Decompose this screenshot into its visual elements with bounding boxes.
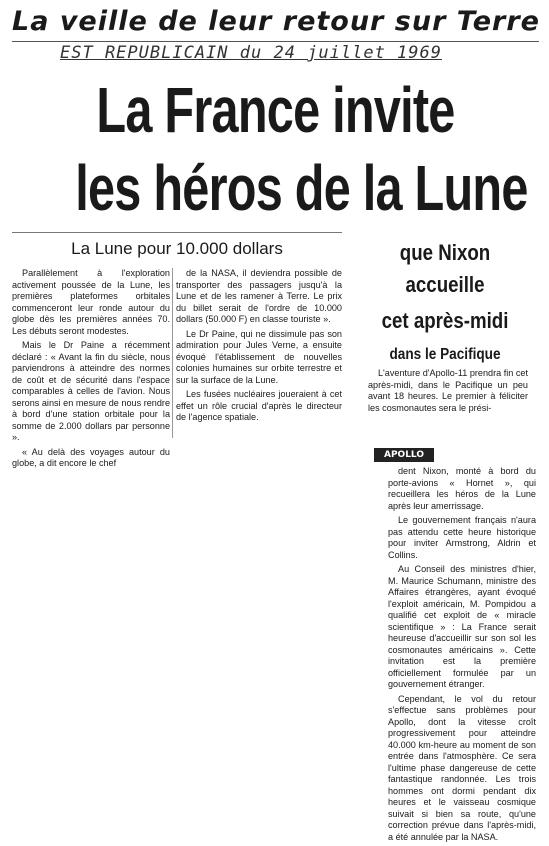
- deck-line-4: dans le Pacifique: [389, 346, 501, 363]
- main-headline-line-2: les héros de la Lune: [75, 152, 528, 224]
- apollo-tag: APOLLO: [374, 448, 434, 462]
- paragraph: Les fusées nucléaires joueraient à cet effet un rôle crucial d'après le directeur de l'agence spatiale.: [176, 389, 342, 422]
- paragraph: de la NASA, il deviendra possible de transporter des passagers jusqu'à la Lune et de les ramener à Terre. Le prix du billet serait de l'ordre de 10.000 dollars (50.000 F) en classe touriste ».: [176, 268, 342, 324]
- deck-line-2: accueille: [405, 272, 485, 297]
- sidebar-header: [12, 232, 342, 262]
- paragraph: Le gouvernement français n'aura pas attendu cette heure historique pour inviter Armstrong, Aldrin et Collins.: [388, 515, 536, 560]
- paragraph: Le Dr Paine, qui ne dissimule pas son admiration pour Jules Verne, a ensuite évoqué l'établissement de nouvelles colonies humaines sur orbite terrestre et sur la surface de la Lune.: [176, 328, 342, 385]
- deck-line-1: que Nixon: [399, 240, 491, 265]
- paragraph: « Au delà des voyages autour du globe, a dit encore le chef: [12, 446, 170, 468]
- main-headline-line-1: La France invite: [96, 74, 455, 146]
- deck-line-3: cet après-midi: [381, 308, 509, 333]
- paragraph: Mais le Dr Paine a récemment déclaré : « Avant la fin du siècle, nous parviendrons à atteindre des normes de coût et de sécurité dans l'espace comparables à celles de l'avion. Nous serons ainsi en mesure de nous rendre à bord d'une station orbitale pour la somme de 2.000 dollars par personne ».: [12, 340, 170, 442]
- handwritten-note-text: EST REPUBLICAIN du 24 juillet 1969: [60, 43, 442, 63]
- kicker-headline: La veille de leur retour sur Terre: [12, 2, 539, 42]
- sidebar-title: La Lune pour 10.000 dollars: [71, 239, 283, 258]
- column-divider: [172, 268, 173, 438]
- handwritten-source-note: [60, 40, 442, 66]
- paragraph: Cependant, le vol du retour s'effectue sans problèmes pour Apollo, dont la vitesse croît progressivement pour atteindre 40.000 km-heure au moment de son entrée dans l'atmosphère. Ce sera l'ultime phase dangereuse de cette fantastique randonnée. Les trois hommes ont dormi pendant dix heures et le vaisseau cosmique suivait si bien sa route, qu'une correction prévue dans l'après-midi, a été annulée par la NASA.: [388, 693, 536, 842]
- paragraph: Parallèlement à l'exploration activement poussée de la Lune, les premières plateformes orbitales commenceront leur ronde autour du globe dès les premières années 70. Les débuts seront modestes.: [12, 268, 170, 336]
- sidebar-column-2: [176, 268, 342, 427]
- paragraph: Au Conseil des ministres d'hier, M. Maurice Schumann, ministre des Affaires étrangères, ayant évoqué l'exploit américain, M. Pompidou a qualifié cet exploit de « miracle scientifique » : La France serait heureuse d'accueillir sur son sol les cosmonautes américains ». Cette invitation est la première officiellement formulée par un gouvernement étranger.: [388, 564, 536, 689]
- paragraph: dent Nixon, monté à bord du porte-avions « Hornet », qui recueillera les héros de la Lune après leur amerrissage.: [388, 466, 536, 511]
- main-body-column: [388, 466, 536, 846]
- main-lead: [368, 368, 528, 417]
- lead-paragraph: L'aventure d'Apollo-11 prendra fin cet après-midi, dans le Pacifique un peu avant 18 heures. Le premier à féliciter les cosmonautes sera le prési-: [368, 368, 528, 413]
- sidebar-column-1: [12, 268, 170, 473]
